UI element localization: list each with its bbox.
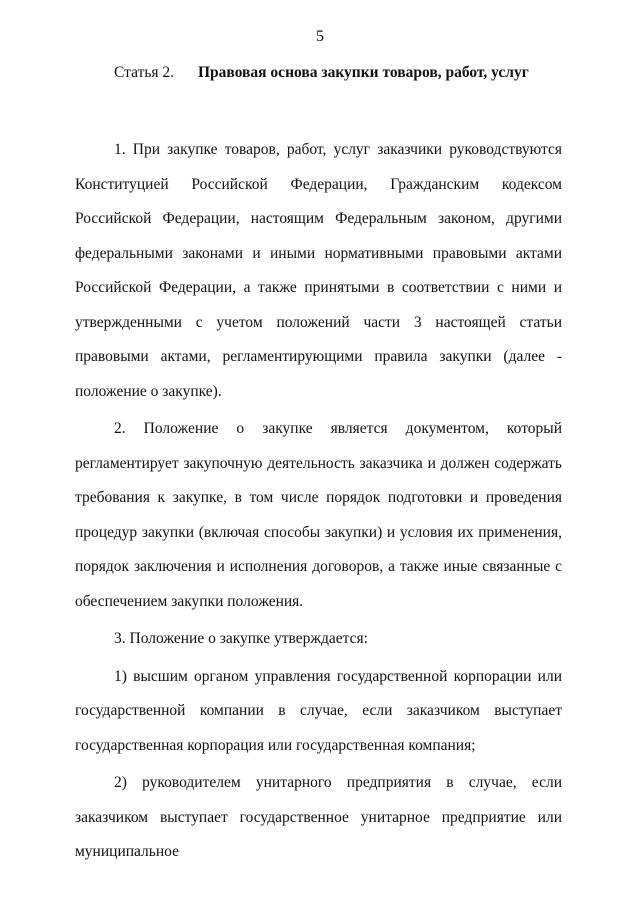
article-title: Правовая основа закупки товаров, работ, услуг: [198, 64, 529, 81]
article-body: [75, 133, 562, 870]
list-item-2: 2) руководителем унитарного предприятия в случае, если заказчиком выступает государственное унитарное предприятие или муниципальное: [75, 774, 562, 860]
page-number: 5: [316, 28, 324, 45]
article-number: Статья 2.: [114, 64, 175, 81]
paragraph-3: 3. Положение о закупке утверждается:: [114, 630, 368, 647]
paragraph-2: 2. Положение о закупке является документом, который регламентирует закупочную деятельность заказчика и должен содержать требования к закупке, в том числе порядок подготовки и проведения процедур закупки (включая способы закупки) и условия их применения, порядок заключения и исполнения договоров, а также иные связанные с обеспечением закупки положения.: [75, 420, 562, 610]
article-heading: [114, 64, 529, 82]
paragraph-1: 1. При закупке товаров, работ, услуг заказчики руководствуются Конституцией Российской Федерации, Гражданским кодексом Российской Федерации, настоящим Федеральным законом, другими федеральными законами и иными нормативными правовыми актами Российской Федерации, а также принятыми в соответствии с ними и утвержденными с учетом положений части 3 настоящей статьи правовыми актами, регламентирующими правила закупки (далее - положение о закупке).: [75, 141, 562, 400]
list-item-1: 1) высшим органом управления государственной корпорации или государственной компании в случае, если заказчиком выступает государственная корпорация или государственная компания;: [75, 667, 562, 754]
